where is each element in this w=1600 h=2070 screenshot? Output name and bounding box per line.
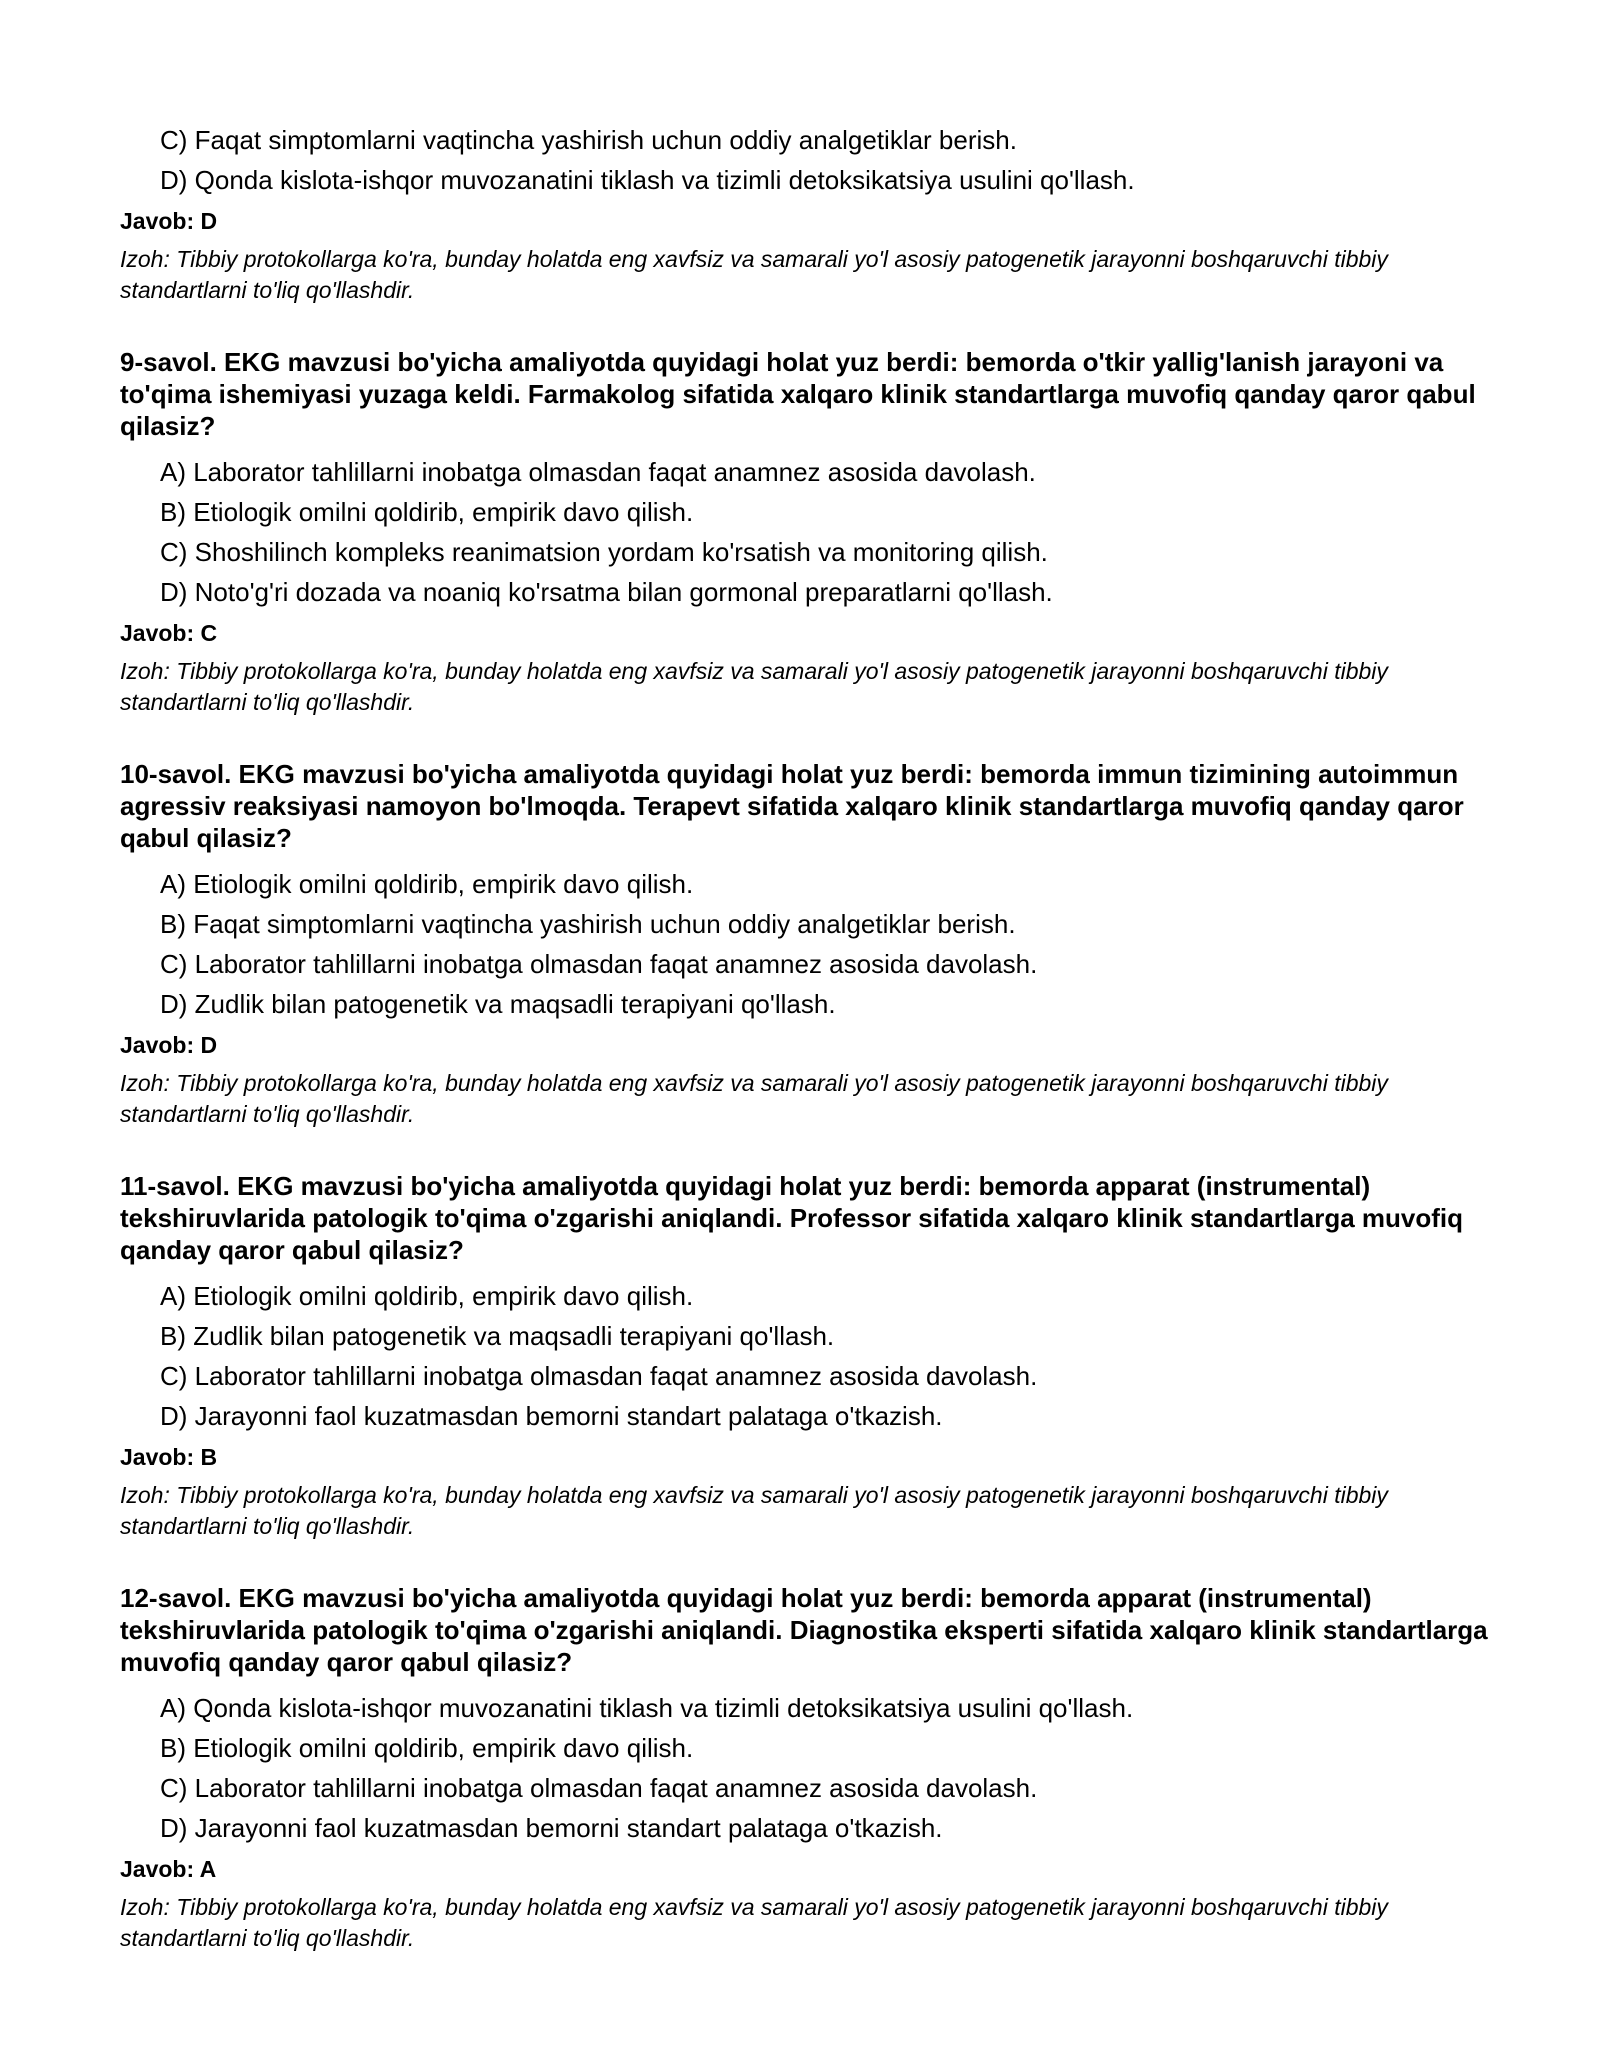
options-list [120, 1688, 1500, 1848]
question-11 [120, 1170, 1500, 1542]
option-d: D) Zudlik bilan patogenetik va maqsadli terapiyani qo'llash. [160, 989, 836, 1019]
option-a: A) Qonda kislota-ishqor muvozanatini tiklash va tizimli detoksikatsiya usulini qo'llash. [160, 1693, 1134, 1723]
option-b: B) Faqat simptomlarni vaqtincha yashirish uchun oddiy analgetiklar berish. [160, 909, 1016, 939]
question-9 [120, 346, 1500, 718]
explanation-note: Izoh: Tibbiy protokollarga ko'ra, bunday holatda eng xavfsiz va samarali yo'l asosiy patogenetik jarayonni boshqaruvchi tibbiy standartlarni to'liq qo'llashdir. [120, 246, 1388, 303]
answer-label: Javob: C [120, 620, 218, 646]
document-page [120, 120, 1500, 1954]
explanation-note: Izoh: Tibbiy protokollarga ko'ra, bunday holatda eng xavfsiz va samarali yo'l asosiy patogenetik jarayonni boshqaruvchi tibbiy standartlarni to'liq qo'llashdir. [120, 1070, 1388, 1127]
explanation-note: Izoh: Tibbiy protokollarga ko'ra, bunday holatda eng xavfsiz va samarali yo'l asosiy patogenetik jarayonni boshqaruvchi tibbiy standartlarni to'liq qo'llashdir. [120, 658, 1388, 715]
question-8-continuation [120, 120, 1500, 306]
options-list [120, 120, 1500, 200]
option-d: D) Noto'g'ri dozada va noaniq ko'rsatma bilan gormonal preparatlarni qo'llash. [160, 577, 1053, 607]
answer-label: Javob: B [120, 1444, 218, 1470]
option-c: C) Laborator tahlillarni inobatga olmasdan faqat anamnez asosida davolash. [160, 1361, 1038, 1391]
option-b: B) Etiologik omilni qoldirib, empirik davo qilish. [160, 497, 694, 527]
question-text: 10-savol. EKG mavzusi bo'yicha amaliyotda quyidagi holat yuz berdi: bemorda immun tizimining autoimmun agressiv reaksiyasi namoyon bo'lmoqda. Terapevt sifatida xalqaro klinik standartlarga muvofiq qanday qaror qabul qilasiz? [120, 759, 1464, 853]
options-list [120, 1276, 1500, 1436]
answer-label: Javob: D [120, 208, 218, 234]
question-text: 11-savol. EKG mavzusi bo'yicha amaliyotda quyidagi holat yuz berdi: bemorda apparat (instrumental) tekshiruvlarida patologik to'qima o'zgarishi aniqlandi. Professor sifatida xalqaro klinik standartlarga muvofiq qanday qaror qabul qilasiz? [120, 1171, 1464, 1265]
options-list [120, 864, 1500, 1024]
question-text: 12-savol. EKG mavzusi bo'yicha amaliyotda quyidagi holat yuz berdi: bemorda apparat (instrumental) tekshiruvlarida patologik to'qima o'zgarishi aniqlandi. Diagnostika eksperti sifatida xalqaro klinik standartlarga muvofiq qanday qaror qabul qilasiz? [120, 1583, 1488, 1677]
answer-label: Javob: A [120, 1856, 217, 1882]
option-d: D) Qonda kislota-ishqor muvozanatini tiklash va tizimli detoksikatsiya usulini qo'llash. [160, 165, 1135, 195]
option-b: B) Etiologik omilni qoldirib, empirik davo qilish. [160, 1733, 694, 1763]
option-c: C) Laborator tahlillarni inobatga olmasdan faqat anamnez asosida davolash. [160, 1773, 1038, 1803]
question-12 [120, 1582, 1500, 1954]
option-a: A) Laborator tahlillarni inobatga olmasdan faqat anamnez asosida davolash. [160, 457, 1036, 487]
option-a: A) Etiologik omilni qoldirib, empirik davo qilish. [160, 1281, 694, 1311]
option-b: B) Zudlik bilan patogenetik va maqsadli terapiyani qo'llash. [160, 1321, 835, 1351]
option-c: C) Shoshilinch kompleks reanimatsion yordam ko'rsatish va monitoring qilish. [160, 537, 1048, 567]
question-10 [120, 758, 1500, 1130]
option-c: C) Faqat simptomlarni vaqtincha yashirish uchun oddiy analgetiklar berish. [160, 125, 1017, 155]
options-list [120, 452, 1500, 612]
explanation-note: Izoh: Tibbiy protokollarga ko'ra, bunday holatda eng xavfsiz va samarali yo'l asosiy patogenetik jarayonni boshqaruvchi tibbiy standartlarni to'liq qo'llashdir. [120, 1894, 1388, 1951]
explanation-note: Izoh: Tibbiy protokollarga ko'ra, bunday holatda eng xavfsiz va samarali yo'l asosiy patogenetik jarayonni boshqaruvchi tibbiy standartlarni to'liq qo'llashdir. [120, 1482, 1388, 1539]
option-d: D) Jarayonni faol kuzatmasdan bemorni standart palataga o'tkazish. [160, 1813, 943, 1843]
answer-label: Javob: D [120, 1032, 218, 1058]
option-c: C) Laborator tahlillarni inobatga olmasdan faqat anamnez asosida davolash. [160, 949, 1038, 979]
option-a: A) Etiologik omilni qoldirib, empirik davo qilish. [160, 869, 694, 899]
option-d: D) Jarayonni faol kuzatmasdan bemorni standart palataga o'tkazish. [160, 1401, 943, 1431]
question-text: 9-savol. EKG mavzusi bo'yicha amaliyotda quyidagi holat yuz berdi: bemorda o'tkir yallig'lanish jarayoni va to'qima ishemiyasi yuzaga keldi. Farmakolog sifatida xalqaro klinik standartlarga muvofiq qanday qaror qabul qilasiz? [120, 347, 1476, 441]
